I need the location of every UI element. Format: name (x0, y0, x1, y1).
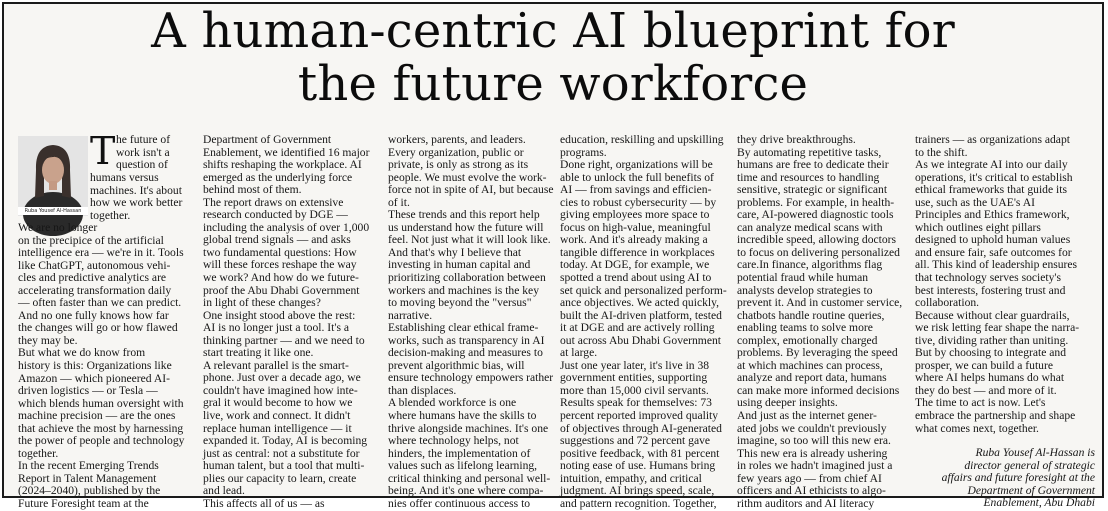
text-line: care, AI-powered diagnostic tools (737, 208, 894, 222)
text-line: history is this: Organizations like (18, 359, 172, 373)
text-line: shifts reshaping the workplace. AI (203, 158, 362, 172)
text-line: how we work better (90, 196, 183, 210)
text-line: just as central: not a substitute for (203, 446, 360, 460)
text-line: together. (90, 208, 131, 222)
text-line: designed to uphold human values (915, 233, 1071, 247)
text-line: will these forces reshape the way (203, 258, 357, 272)
text-line: replace human intelligence — it (203, 421, 352, 435)
text-line: machine precision — are the ones (18, 409, 176, 423)
text-line: people. We must evolve the work- (388, 170, 547, 184)
text-line: analyze and report data, humans (737, 371, 887, 385)
text-line: tangible difference in workplaces (560, 245, 715, 259)
text-line: trainers — as organizations adapt (915, 133, 1070, 146)
text-line: By automating repetitive tasks, (737, 145, 882, 159)
text-line: These trends and this report help (388, 208, 540, 222)
text-line: driven logistics — or Tesla — (18, 384, 158, 398)
text-line: they drive breakthroughs. (737, 133, 856, 146)
text-line: cles and predictive analytics are (18, 271, 167, 285)
text-line: Just one year later, it's live in 38 (560, 358, 710, 372)
column-1 (18, 222, 196, 511)
text-line: positive feedback, with 81 percent (560, 446, 720, 460)
text-line: Because without clear guardrails, (915, 308, 1070, 322)
text-line: One insight stood above the rest: (203, 308, 356, 322)
text-line: government entities, supporting (560, 371, 708, 385)
text-line: Enablement, we identified 16 major (203, 145, 370, 159)
text-line: Principles and Ethics framework, (915, 208, 1070, 222)
text-line: investing in human capital and (388, 258, 531, 272)
text-line: intelligence era — we're in it. Tools (18, 246, 184, 260)
text-line: officers and AI ethicists to algo- (737, 484, 886, 498)
text-line: Done right, organizations will be (560, 158, 713, 172)
text-line: ance objectives. We acted quickly, (560, 296, 720, 310)
text-line: Enablement, Abu Dhabi (983, 496, 1095, 510)
text-line: percent reported improved quality (560, 409, 719, 423)
text-line: together. (18, 446, 59, 460)
text-line: A relevant parallel is the smart- (203, 358, 349, 372)
text-line: values such as lifelong learning, (388, 459, 538, 473)
text-line: prevent algorithmic bias, will (388, 358, 525, 372)
text-line: at which machines can process, (737, 358, 883, 372)
column-1-wrap (116, 134, 196, 172)
text-line: of it. (388, 195, 410, 209)
text-line: Department of Government (203, 133, 332, 146)
author-photo (18, 136, 88, 216)
text-line: spotted a trend about using AI to (560, 271, 712, 285)
text-line: that technology serves society's (915, 271, 1062, 285)
text-line: behind most of them. (203, 183, 302, 197)
author-signature (915, 447, 1095, 510)
text-line: use, such as the UAE's AI (915, 195, 1035, 209)
text-line: As we integrate AI into our daily (915, 158, 1068, 172)
text-line: education, reskilling and upskilling (560, 133, 724, 146)
text-line: machines. It's about (90, 183, 182, 197)
text-line: Report in Talent Management (18, 471, 157, 485)
text-line: the changes will go or how flawed (18, 321, 178, 335)
text-line: that achieve the most by harnessing (18, 421, 184, 435)
text-line: problems. By leveraging the speed (737, 346, 898, 360)
text-line: to moving beyond the "versus" (388, 296, 532, 310)
text-line: Establishing clear ethical frame- (388, 321, 539, 335)
text-line: suggestions and 72 percent gave (560, 434, 711, 448)
text-line: chatbots handle routine queries, (737, 308, 885, 322)
text-line: — often faster than we can predict. (18, 296, 182, 310)
author-caption: Ruba Yousef Al-Hassan (18, 207, 88, 215)
text-line: proof the Abu Dhabi Government (203, 283, 360, 297)
headline-line-2: the future workforce (297, 56, 809, 112)
text-line: global trend signals — and asks (203, 233, 351, 247)
column-1-narrow (90, 172, 196, 222)
text-line: force not in spite of AI, but because (388, 183, 554, 197)
text-line: to focus on delivering personalized (737, 245, 900, 259)
column-6-text (915, 134, 1095, 435)
text-line: The time to act is now. Let's (915, 396, 1046, 410)
text-line: A blended workforce is one (388, 396, 517, 410)
text-line: ethical frameworks that guide its (915, 183, 1067, 197)
text-line: to the shift. (915, 145, 968, 159)
text-line: private, is only as strong as its (388, 158, 529, 172)
text-line: best interests, fostering trust and (915, 283, 1066, 297)
text-line: This new era is already ushering (737, 446, 888, 460)
column-6 (915, 134, 1095, 510)
text-line: But what we do know from (18, 346, 146, 360)
text-line: the power of people and technology (18, 434, 185, 448)
column-3 (388, 134, 554, 510)
text-line: noting ease of use. Humans bring (560, 459, 716, 473)
text-line: affairs and future foresight at the (941, 471, 1095, 485)
text-line: complex, emotionally charged (737, 333, 878, 347)
text-line: AI — from savings and efficien- (560, 183, 712, 197)
text-line: emerged as the underlying force (203, 170, 353, 184)
text-line: all. This kind of leadership ensures (915, 258, 1078, 272)
text-line: focus on high-value, meaningful (560, 220, 711, 234)
text-line: But by choosing to integrate and (915, 346, 1067, 360)
text-line: gral it would become to how we (203, 396, 353, 410)
column-5 (737, 134, 908, 510)
text-line: imagine, so too will this new era. (737, 434, 891, 448)
text-line: on the precipice of the artificial (18, 233, 164, 247)
text-line: phone. Just over a decade ago, we (203, 371, 361, 385)
text-line: accelerating transformation daily (18, 283, 172, 297)
text-line: expanded it. Today, AI is becoming (203, 434, 368, 448)
text-line: start treating it like one. (203, 346, 314, 360)
text-line: time and resources to handling (737, 170, 880, 184)
text-line: sensitive, strategic or significant (737, 183, 888, 197)
text-line: humans versus (90, 171, 159, 184)
text-line: giving employees more space to (560, 208, 710, 222)
text-line: ated jobs we couldn't previously (737, 421, 887, 435)
text-line: like ChatGPT, autonomous vehi- (18, 258, 171, 272)
text-line: The report draws on extensive (203, 195, 344, 209)
text-line: including the analysis of over 1,000 (203, 220, 370, 234)
text-line: Ruba Yousef Al-Hassan is (975, 446, 1095, 460)
text-line: work. And it's already making a (560, 233, 708, 247)
text-line: he future of (116, 133, 171, 146)
text-line: tive, dividing rather than uniting. (915, 333, 1069, 347)
text-line: programs. (560, 145, 607, 159)
text-line: of objectives through AI-generated (560, 421, 722, 435)
text-line: more than 15,000 civil servants. (560, 383, 709, 397)
text-line: thinking partner — and we need to (203, 333, 365, 347)
text-line: And just as the internet gener- (737, 409, 877, 423)
text-line: it at DGE and are actively rolling (560, 321, 715, 335)
text-line: nies offer continuous access to (388, 496, 531, 510)
text-line: we work? And how do we future- (203, 271, 359, 285)
text-line: in roles we hadn't imagined just a (737, 459, 893, 473)
text-line: collaboration. (915, 296, 980, 310)
text-line: (2024–2040), published by the (18, 484, 161, 498)
text-line: operations, it's critical to establish (915, 170, 1073, 184)
text-line: few years ago — from chief AI (737, 471, 882, 485)
column-2 (203, 134, 383, 510)
headline (4, 5, 1102, 111)
text-line: critical thinking and personal well- (388, 471, 551, 485)
text-line: prevent it. And in customer service, (737, 296, 903, 310)
text-line: able to unlock the full benefits of (560, 170, 714, 184)
text-line: what comes next, together. (915, 421, 1039, 435)
text-line: This affects all of us — as (203, 496, 325, 510)
text-line: can analyze medical scans with (737, 220, 883, 234)
text-line: and pattern recognition. Together, (560, 496, 717, 510)
text-line: prosper, we can build a future (915, 358, 1053, 372)
text-line: enabling teams to solve more (737, 321, 873, 335)
text-line: We are no longer (18, 221, 98, 234)
text-line: Results speak for themselves: 73 (560, 396, 712, 410)
text-line: where technology helps, not (388, 434, 519, 448)
text-line: set quick and personalized perform- (560, 283, 727, 297)
text-line: which blends human oversight with (18, 396, 184, 410)
text-line: out across Abu Dhabi Government (560, 333, 721, 347)
text-line: couldn't have imagined how inte- (203, 383, 358, 397)
text-line: cies to robust cybersecurity — by (560, 195, 717, 209)
text-line: prioritizing collaboration between (388, 271, 546, 285)
text-line: than displaces. (388, 383, 457, 397)
text-line: workers, parents, and leaders. (388, 133, 526, 146)
text-line: decision-making and measures to (388, 346, 543, 360)
text-line: built the AI-driven platform, tested (560, 308, 722, 322)
text-line: at large. (560, 346, 598, 360)
text-line: incredible speed, allowing doctors (737, 233, 897, 247)
text-line: narrative. (388, 308, 433, 322)
text-line: Future Foresight team at the (18, 497, 149, 511)
text-line: today. At DGE, for example, we (560, 258, 710, 272)
headline-line-1: A human-centric AI blueprint for (151, 3, 955, 59)
text-line: humans are free to dedicate their (737, 158, 889, 172)
text-line: being. And it's one where compa- (388, 484, 544, 498)
text-line: care.In finance, algorithms flag (737, 258, 883, 272)
text-line: hinders, the implementation of (388, 446, 531, 460)
text-line: question of (116, 158, 168, 172)
column-4 (560, 134, 728, 510)
text-line: rithm auditors and AI literacy (737, 496, 875, 510)
text-line: Every organization, public or (388, 145, 524, 159)
text-line: intuition, empathy, and critical (560, 471, 702, 485)
text-line: where AI helps humans do what (915, 371, 1065, 385)
text-line: feel. Not just what it will look like. (388, 233, 551, 247)
text-line: problems. For example, in health- (737, 195, 895, 209)
text-line: Amazon — which pioneered AI- (18, 371, 170, 385)
text-line: they do best — and more of it. (915, 383, 1057, 397)
text-line: two fundamental questions: How (203, 245, 357, 259)
text-line: analysts develop strategies to (737, 283, 873, 297)
text-line: we risk letting fear shape the narra- (915, 321, 1080, 335)
text-line: embrace the partnership and shape (915, 409, 1076, 423)
text-line: Department of Government (967, 483, 1095, 497)
author-portrait-image (18, 136, 88, 216)
text-line: where humans have the skills to (388, 409, 537, 423)
text-line: ensure technology empowers rather (388, 371, 554, 385)
text-line: human talent, but a tool that multi- (203, 459, 365, 473)
text-line: plies our capacity to learn, create (203, 471, 357, 485)
text-line: director general of strategic (964, 458, 1095, 472)
text-line: potential fraud while human (737, 271, 869, 285)
text-line: live, work and connect. It didn't (203, 409, 351, 423)
text-line: using deeper insights. (737, 396, 838, 410)
text-line: and lead. (203, 484, 245, 498)
text-line: AI is no longer just a tool. It's a (203, 321, 350, 335)
text-line: which outlines eight pillars (915, 220, 1041, 234)
text-line: us understand how the future will (388, 220, 544, 234)
text-line: In the recent Emerging Trends (18, 459, 159, 473)
text-line: workers and machines is the key (388, 283, 539, 297)
newspaper-clipping (2, 2, 1104, 511)
text-line: judgment. AI brings speed, scale, (560, 484, 715, 498)
text-line: thrive alongside machines. It's one (388, 421, 549, 435)
text-line: work isn't a (116, 145, 170, 159)
text-line: can make more informed decisions (737, 383, 900, 397)
drop-cap: T (90, 129, 116, 173)
text-line: works, such as transparency in AI (388, 333, 545, 347)
text-line: research conducted by DGE — (203, 208, 348, 222)
text-line: and ensure fair, safe outcomes for (915, 245, 1072, 259)
text-line: in light of these changes? (203, 296, 321, 310)
text-line: they may be. (18, 333, 78, 347)
text-line: And that's why I believe that (388, 245, 522, 259)
text-line: And no one fully knows how far (18, 308, 169, 322)
